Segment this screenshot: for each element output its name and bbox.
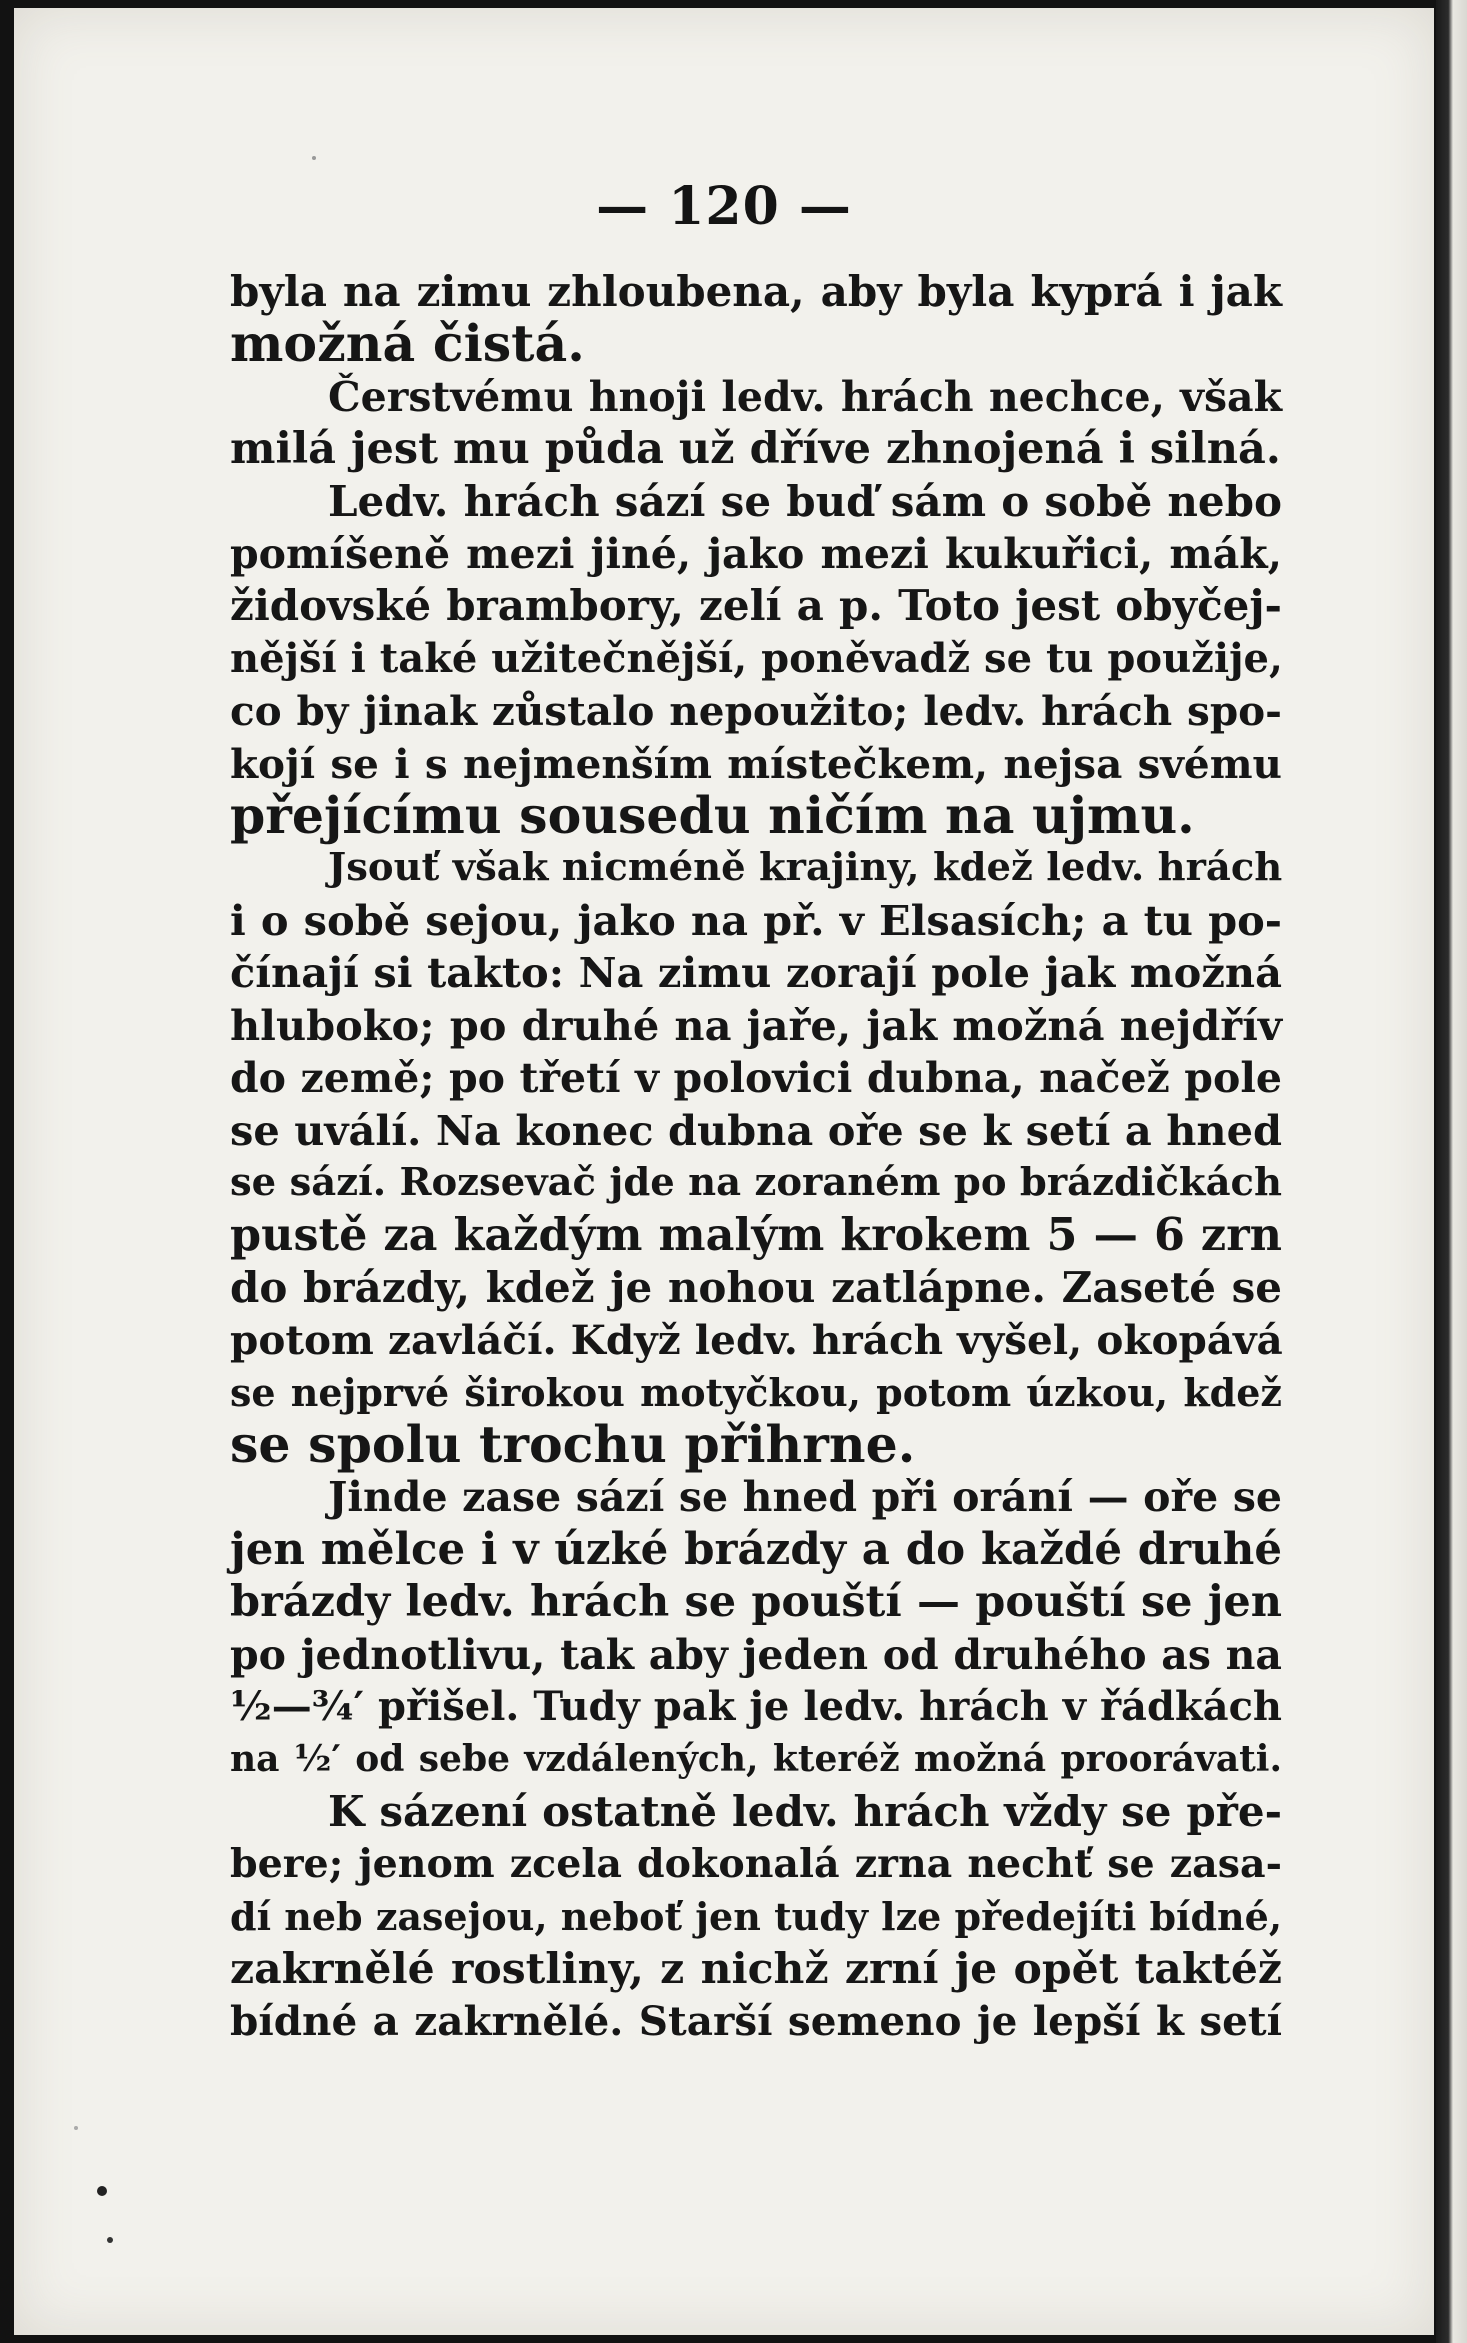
text-line: bere; jenom zcela dokonalá zrna nechť se zasa- xyxy=(230,1841,1282,1888)
text-line: milá jest mu půda už dříve zhnojená i silná. xyxy=(230,424,1281,475)
text-line: pomíšeně mezi jiné, jako mezi kukuřici, mák, xyxy=(230,530,1282,579)
text-line: byla na zimu zhloubena, aby byla kyprá i jak xyxy=(230,267,1282,316)
text-line: se spolu trochu přihrne. xyxy=(230,1414,916,1474)
text-line: zakrnělé rostliny, z nichž zrní je opět taktéž xyxy=(230,1944,1282,1994)
text-line: nější i také užitečnější, poněvadž se tu použije, xyxy=(230,634,1283,682)
ink-speck xyxy=(107,2237,113,2243)
book-page xyxy=(14,8,1434,2335)
text-line: přejícímu sousedu ničím na ujmu. xyxy=(230,786,1195,846)
text-line: K sázení ostatně ledv. hrách vždy se pře- xyxy=(328,1786,1282,1836)
scan-edge xyxy=(1436,0,1467,2343)
text-line: do země; po třetí v polovici dubna, načež pole xyxy=(230,1054,1282,1103)
text-line: se uválí. Na konec dubna oře se k setí a hned xyxy=(230,1105,1282,1155)
text-line: na ½′ od sebe vzdálených, kteréž možná proorávati. xyxy=(230,1738,1282,1781)
text-line: možná čistá. xyxy=(230,314,585,374)
page-number-header: — 120 — xyxy=(596,176,852,237)
body-text xyxy=(230,266,1282,2048)
text-line: i o sobě sejou, jako na př. v Elsasích; a tu po- xyxy=(230,895,1282,945)
text-line: dí neb zasejou, neboť jen tudy lze předejíti bídné, xyxy=(230,1893,1283,1939)
ink-speck xyxy=(97,2186,107,2196)
text-line: brázdy ledv. hrách se pouští — pouští se jen xyxy=(230,1577,1282,1628)
text-line: Jinde zase sází se hned při orání — oře se xyxy=(328,1473,1282,1522)
text-line: co by jinak zůstalo nepoužito; ledv. hrách spo- xyxy=(230,687,1282,736)
text-line: se sází. Rozsevač jde na zoraném po brázdičkách xyxy=(230,1159,1282,1205)
text-line: jen mělce i v úzké brázdy a do každé druhé xyxy=(230,1523,1282,1575)
text-line: čínají si takto: Na zimu zorají pole jak možná xyxy=(230,948,1282,998)
ink-speck xyxy=(74,2126,78,2130)
text-line: potom zavláčí. Když ledv. hrách vyšel, okopává xyxy=(230,1316,1283,1365)
text-line: bídné a zakrnělé. Starší semeno je lepší k setí xyxy=(230,1997,1282,2046)
ink-speck xyxy=(312,156,316,160)
text-line: pustě za každým malým krokem 5 — 6 zrn xyxy=(230,1209,1282,1262)
text-line: Ledv. hrách sází se buď sám o sobě nebo xyxy=(328,476,1282,526)
text-line: Jsouť však nicméně krajiny, kdež ledv. hrách xyxy=(328,845,1283,891)
text-line: po jednotlivu, tak aby jeden od druhého as na xyxy=(230,1630,1282,1679)
text-line: hluboko; po druhé na jaře, jak možná nejdřív xyxy=(230,1000,1282,1050)
text-line: do brázdy, kdež je nohou zatlápne. Zaseté se xyxy=(230,1262,1282,1312)
text-line: se nejprvé širokou motyčkou, potom úzkou, kdež xyxy=(230,1369,1282,1415)
text-line: kojí se i s nejmenším místečkem, nejsa svému xyxy=(230,739,1282,788)
text-line: Čerstvému hnoji ledv. hrách nechce, však xyxy=(328,372,1282,421)
text-line: židovské brambory, zelí a p. Toto jest obyčej- xyxy=(230,581,1282,631)
text-line: ½—¾′ přišel. Tudy pak je ledv. hrách v řádkách xyxy=(230,1682,1282,1730)
